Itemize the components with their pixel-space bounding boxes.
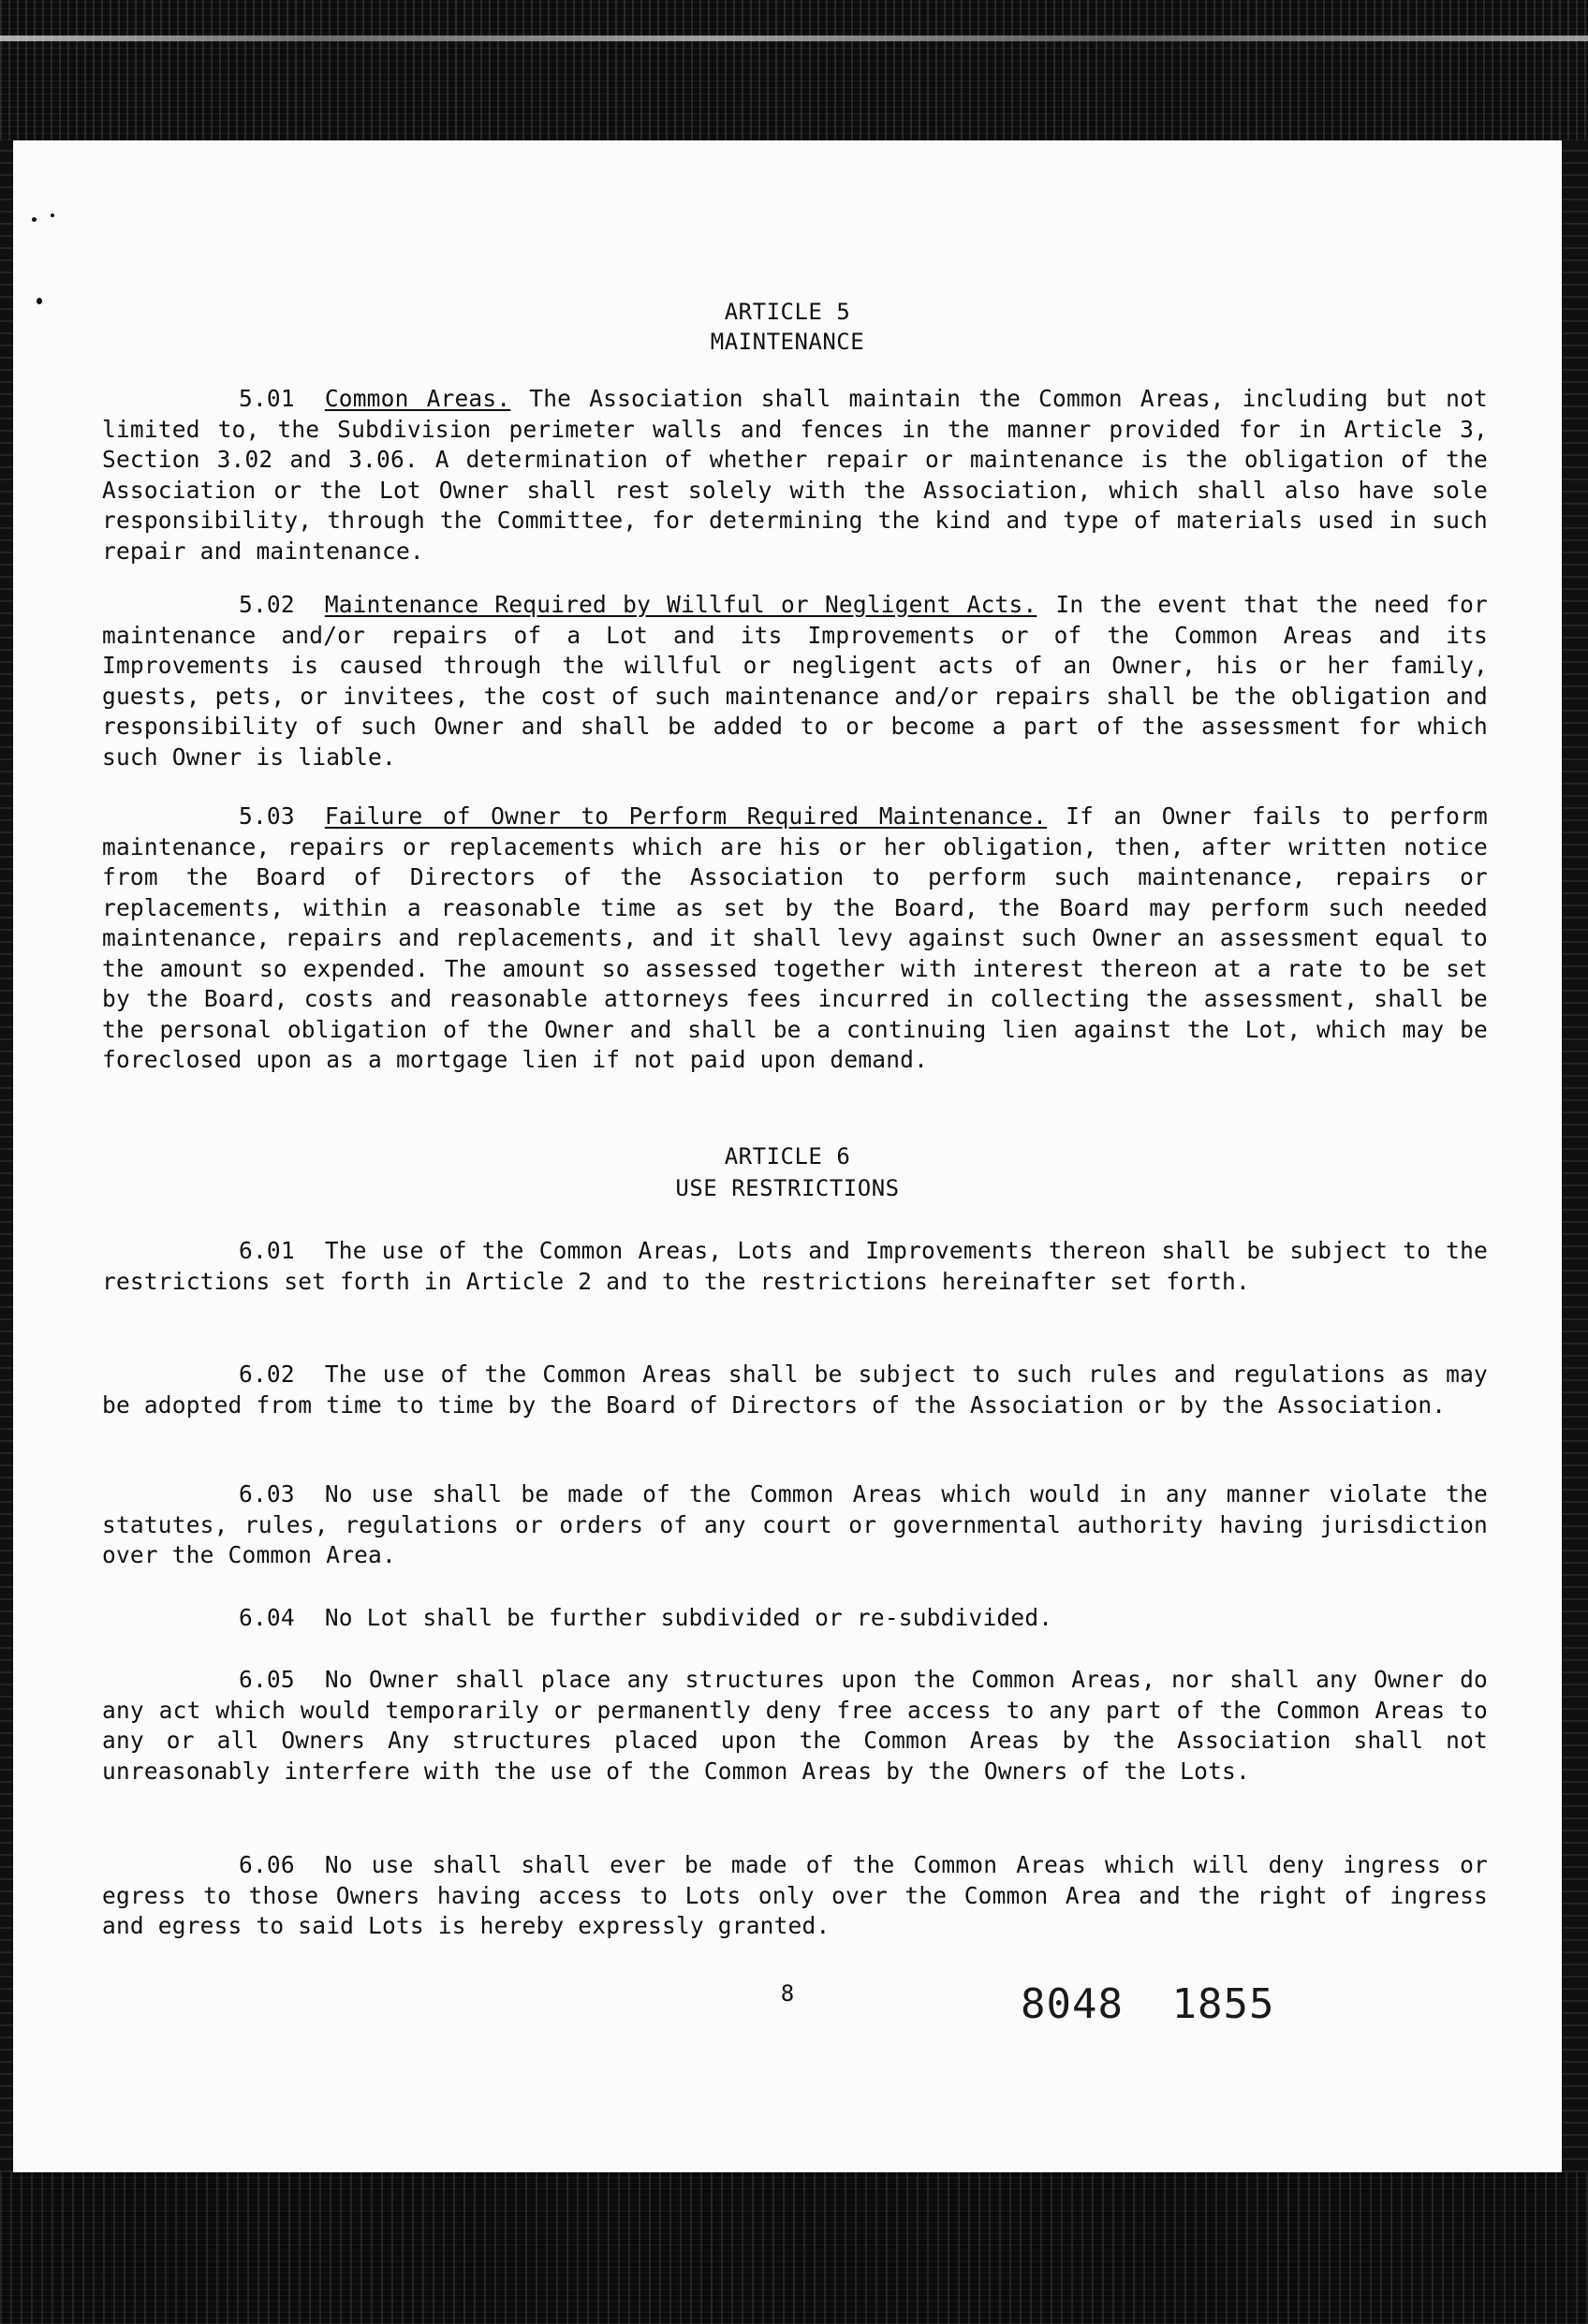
scan-speck xyxy=(51,213,54,217)
scan-speck xyxy=(32,217,37,222)
section-5-01 xyxy=(102,384,1488,566)
section-text: The Association shall maintain the Common Areas, including but not limited to, the Subdivision perimeter walls and fences in the manner provided for in Article 3, Section 3.02 and 3.06. A determination of whether repair or maintenance is the obligation of the Association or the Lot Owner shall rest solely with the Association, which shall also have sole responsibility, through the Committee, for determining the kind and type of materials used in such repair and maintenance. xyxy=(102,385,1488,565)
section-6-05 xyxy=(102,1665,1488,1787)
section-6-04 xyxy=(102,1603,1488,1634)
section-number: 5.02 xyxy=(239,591,295,618)
section-5-03 xyxy=(102,802,1488,1076)
section-number: 5.03 xyxy=(239,802,295,830)
section-text: In the event that the need for maintenance and/or repairs of a Lot and its Improvements or of the Common Areas and its Improvements is caused through the willful or negligent acts of an Owner, his or her family, guests, pets, or invitees, the cost of such maintenance and/or repairs shall be the obligation and responsibility of such Owner and shall be added to or become a part of the assessment for which such Owner is liable. xyxy=(102,591,1488,771)
section-number: 6.04 xyxy=(239,1604,295,1631)
article-6-subheading: USE RESTRICTIONS xyxy=(675,1175,900,1201)
scan-border-left xyxy=(0,140,13,2172)
section-text: No Lot shall be further subdivided or re-subdivided. xyxy=(324,1604,1053,1631)
scan-border-top xyxy=(0,0,1588,140)
recording-book-page-stamp xyxy=(1021,1980,1274,2028)
section-number: 6.02 xyxy=(239,1361,295,1388)
section-text: The use of the Common Areas, Lots and Improvements thereon shall be subject to the restrictions set forth in Article 2 and to the restrictions hereinafter set forth. xyxy=(102,1237,1488,1295)
page-number: 8 xyxy=(780,1980,795,2007)
section-number: 5.01 xyxy=(239,385,295,412)
section-number: 6.01 xyxy=(239,1237,295,1264)
section-text: No use shall be made of the Common Areas which would in any manner violate the statutes, rules, regulations or orders of any court or governmental authority having jurisdiction over the Common Area. xyxy=(102,1480,1488,1568)
section-6-06 xyxy=(102,1850,1488,1942)
section-text: No use shall shall ever be made of the Common Areas which will deny ingress or egress to those Owners having access to Lots only over the Common Area and the right of ingress and egress to said Lots is hereby expressly granted. xyxy=(102,1851,1488,1939)
section-6-02 xyxy=(102,1360,1488,1420)
section-5-02 xyxy=(102,590,1488,772)
section-text: The use of the Common Areas shall be subject to such rules and regulations as may be adopted from time to time by the Board of Directors of the Association or by the Association. xyxy=(102,1361,1488,1419)
section-text: No Owner shall place any structures upon the Common Areas, nor shall any Owner do any act which would temporarily or permanently deny free access to any part of the Common Areas to any or all Owners Any structures placed upon the Common Areas by the Association shall not unreasonably interfere with the use of the Common Areas by the Owners of the Lots. xyxy=(102,1666,1488,1785)
scan-border-right xyxy=(1562,140,1588,2172)
section-6-01 xyxy=(102,1236,1488,1297)
book-page-number: 1855 xyxy=(1171,1980,1275,2028)
section-title: Maintenance Required by Willful or Negligent Acts. xyxy=(324,591,1037,618)
section-number: 6.03 xyxy=(239,1480,295,1508)
section-number: 6.05 xyxy=(239,1666,295,1693)
section-title: Common Areas. xyxy=(324,385,511,412)
article-5-subheading: MAINTENANCE xyxy=(710,329,865,355)
scan-streak xyxy=(0,36,1588,41)
article-6-heading: ARTICLE 6 xyxy=(724,1143,851,1169)
section-number: 6.06 xyxy=(239,1851,295,1878)
book-number: 8048 xyxy=(1021,1980,1124,2028)
section-title: Failure of Owner to Perform Required Maintenance. xyxy=(324,802,1048,830)
section-text: If an Owner fails to perform maintenance, repairs or replacements which are his or her obligation, then, after written notice from the Board of Directors of the Association to perform such maintenance, repairs or replacements, within a reasonable time as set by the Board, the Board may perform such needed maintenance, repairs and replacements, and it shall levy against such Owner an assessment equal to the amount so expended. The amount so assessed together with interest thereon at a rate to be set by the Board, costs and reasonable attorneys fees incurred in collecting the assessment, shall be the personal obligation of the Owner and shall be a continuing lien against the Lot, which may be foreclosed upon as a mortgage lien if not paid upon demand. xyxy=(102,802,1489,1073)
section-6-03 xyxy=(102,1479,1488,1571)
scan-border-bottom xyxy=(0,2172,1588,2324)
article-5-heading: ARTICLE 5 xyxy=(724,299,851,325)
document-page xyxy=(13,140,1562,2172)
